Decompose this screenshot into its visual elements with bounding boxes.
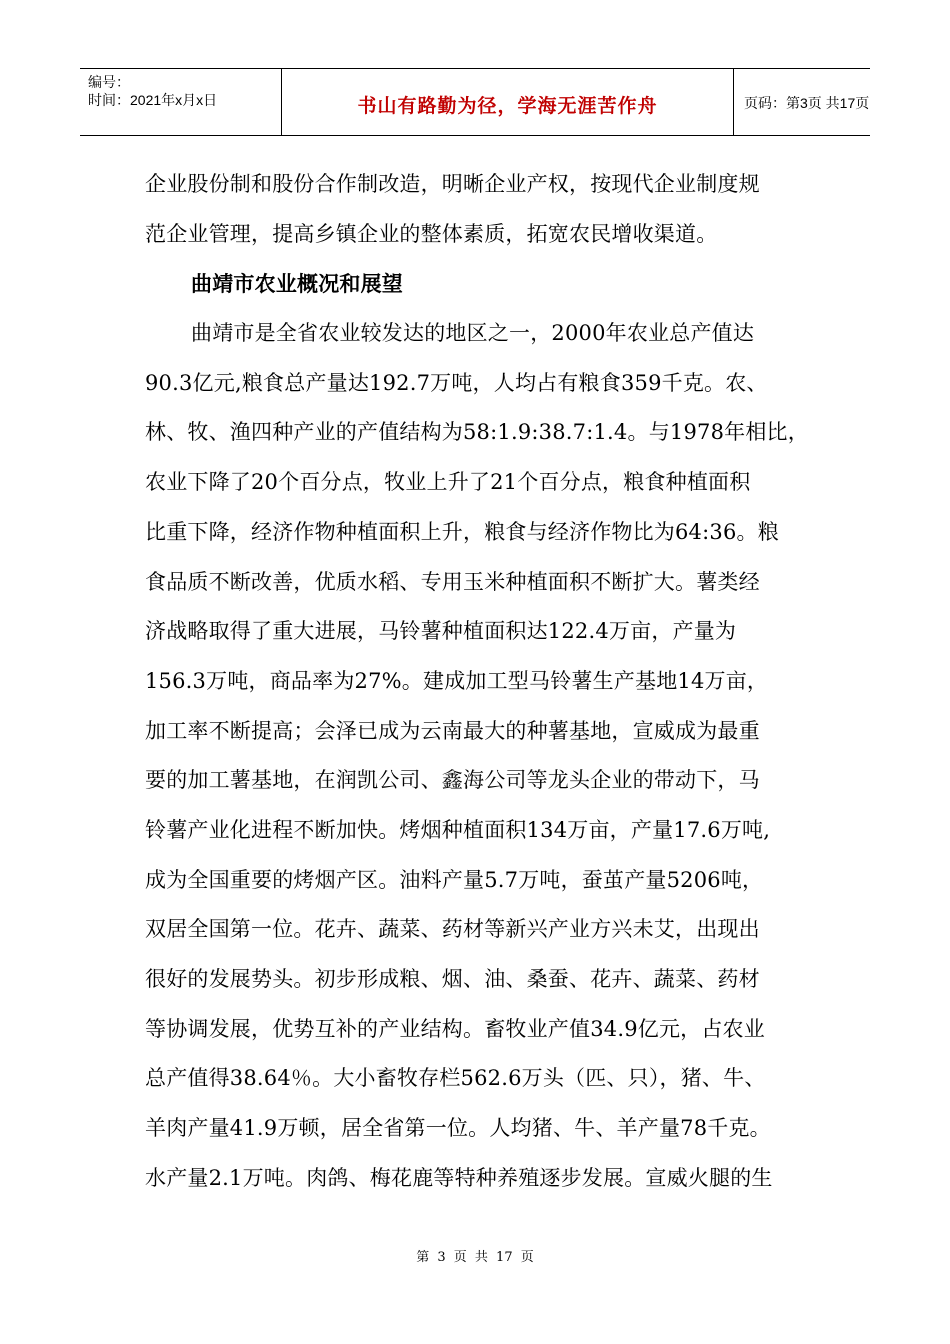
text-line: 企业股份制和股份合作制改造，明晰企业产权，按现代企业制度规 xyxy=(145,172,760,196)
text-line: 90.3亿元,粮食总产量达192.7万吨，人均占有粮食359千克。农、 xyxy=(145,370,768,395)
page-footer: 第 3 页 共 17 页 xyxy=(416,1250,534,1265)
text-line: 很好的发展势头。初步形成粮、烟、油、桑蚕、花卉、蔬菜、药材 xyxy=(145,967,760,991)
text-line: 铃薯产业化进程不断加快。烤烟种植面积134万亩，产量17.6万吨, xyxy=(145,817,771,842)
text-line: 食品质不断改善，优质水稻、专用玉米种植面积不断扩大。薯类经 xyxy=(145,569,760,594)
page-code: 页码：第3页 共17页 xyxy=(744,95,870,111)
header-page-cell xyxy=(734,69,870,135)
text-line: 范企业管理，提高乡镇企业的整体素质，拓宽农民增收渠道。 xyxy=(145,221,718,246)
header-meta-cell xyxy=(80,69,282,135)
body-text xyxy=(145,160,810,1203)
number-label: 编号： xyxy=(88,74,130,90)
text-line: 加工率不断提高；会泽已成为云南最大的种薯基地，宣威成为最重 xyxy=(145,718,760,743)
time-label: 时间：2021年x月x日 xyxy=(88,92,218,108)
text-line: 成为全国重要的烤烟产区。油料产量5.7万吨，蚕茧产量5206吨， xyxy=(145,867,764,892)
text-line: 济战略取得了重大进展，马铃薯种植面积达122.4万亩，产量为 xyxy=(145,619,737,644)
text-line: 农业下降了20个百分点，牧业上升了21个百分点，粮食种植面积 xyxy=(145,470,751,495)
text-line: 比重下降，经济作物种植面积上升，粮食与经济作物比为64:36。粮 xyxy=(145,519,779,544)
text-line: 羊肉产量41.9万顿，居全省第一位。人均猪、牛、羊产量78千克。 xyxy=(145,1116,771,1141)
motto-text: 书山有路勤为径，学海无涯苦作舟 xyxy=(357,95,658,117)
text-line: 要的加工薯基地，在润凯公司、鑫海公司等龙头企业的带动下，马 xyxy=(145,768,760,793)
text-line: 水产量2.1万吨。肉鸽、梅花鹿等特种养殖逐步发展。宣威火腿的生 xyxy=(145,1165,773,1190)
header-motto-cell xyxy=(282,69,734,135)
text-line: 曲靖市是全省农业较发达的地区之一，2000年农业总产值达 xyxy=(191,321,755,346)
text-line: 等协调发展，优势互补的产业结构。畜牧业产值34.9亿元，占农业 xyxy=(145,1016,765,1041)
text-line: 双居全国第一位。花卉、蔬菜、药材等新兴产业方兴未艾，出现出 xyxy=(145,917,760,942)
text-line: 总产值得38.64％。大小畜牧存栏562.6万头（匹、只），猪、牛、 xyxy=(145,1066,766,1091)
text-line: 林、牧、渔四种产业的产值结构为58:1.9:38.7:1.4。与1978年相比， xyxy=(145,420,809,445)
text-line: 156.3万吨，商品率为27%。建成加工型马铃薯生产基地14万亩， xyxy=(145,668,769,693)
section-heading: 曲靖市农业概况和展望 xyxy=(191,271,403,297)
document-header xyxy=(80,68,870,136)
